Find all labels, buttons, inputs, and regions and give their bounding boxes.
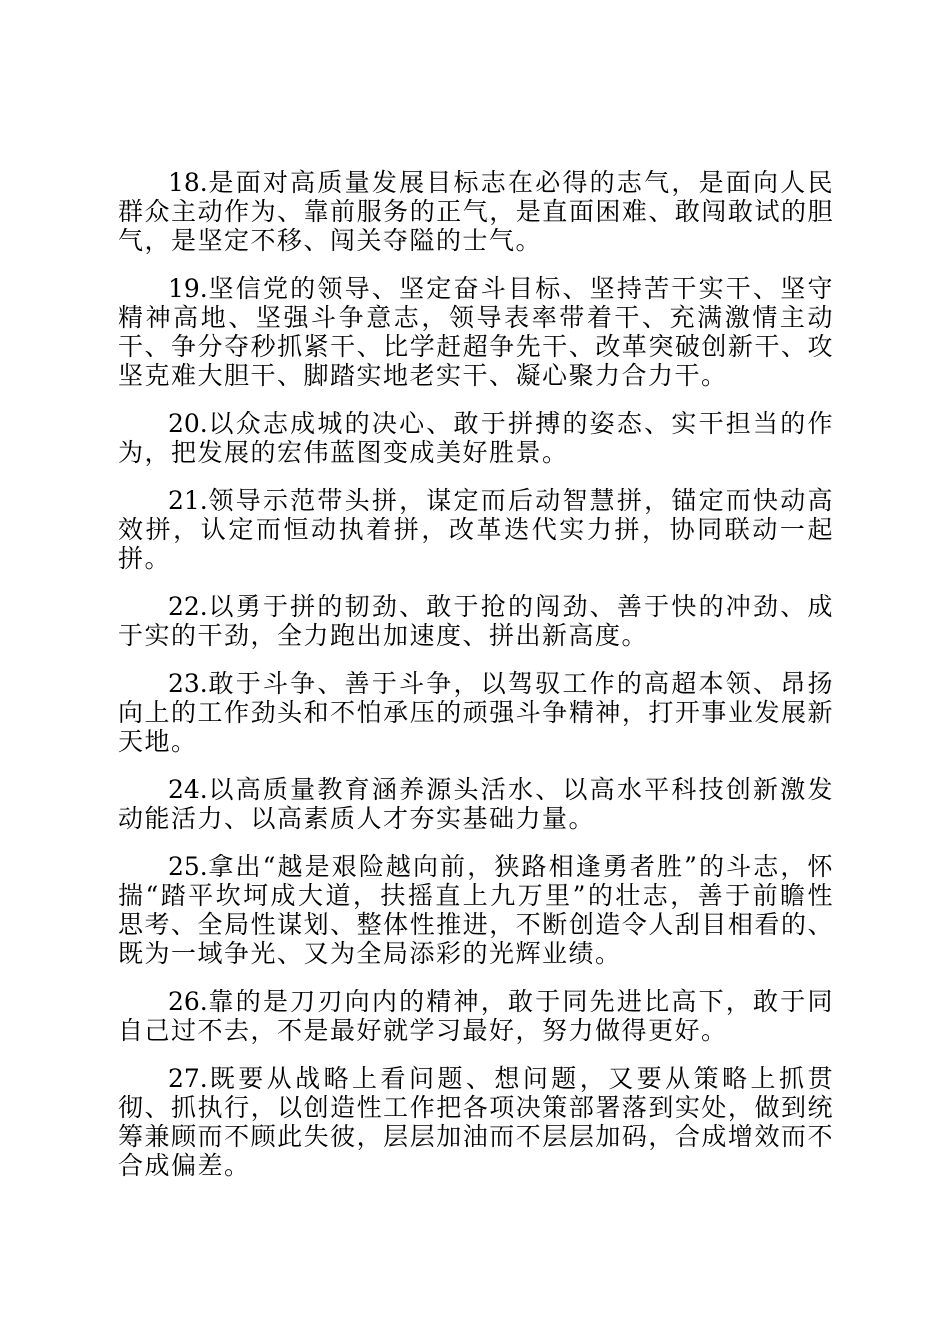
paragraph-25: [118, 852, 834, 968]
document-body: [118, 168, 834, 1199]
paragraph-27: [118, 1064, 834, 1180]
paragraph-text: 坚信党的领导、坚定奋斗目标、坚持苦干实干、坚守精神高地、坚强斗争意志，领导表率带着干、充满激情主动干、争分夺秒抓紧干、比学赶超争先干、改革突破创新干、攻坚克难大胆干、脚踏实地老实干、凝心聚力合力干。: [118, 274, 834, 390]
paragraph-number: 23.: [168, 669, 208, 698]
paragraph-24: [118, 775, 834, 833]
paragraph-19: [118, 274, 834, 390]
paragraph-20: [118, 409, 834, 467]
paragraph-26: [118, 987, 834, 1045]
paragraph-number: 21.: [168, 486, 208, 515]
paragraph-text: 拿出“越是艰险越向前，狭路相逢勇者胜”的斗志，怀揣“踏平坎坷成大道，扶摇直上九万里”的壮志，善于前瞻性思考、全局性谋划、整体性推进，不断创造令人刮目相看的、既为一域争光、又为全局添彩的光辉业绩。: [118, 852, 834, 968]
paragraph-text: 敢于斗争、善于斗争，以驾驭工作的高超本领、昂扬向上的工作劲头和不怕承压的顽强斗争精神，打开事业发展新天地。: [118, 669, 834, 756]
paragraph-number: 25.: [168, 852, 208, 881]
paragraph-number: 22.: [168, 592, 208, 621]
paragraph-number: 19.: [168, 274, 208, 303]
paragraph-number: 18.: [168, 168, 208, 197]
paragraph-text: 以勇于拼的韧劲、敢于抢的闯劲、善于快的冲劲、成于实的干劲，全力跑出加速度、拼出新高度。: [118, 592, 834, 650]
paragraph-21: [118, 486, 834, 573]
paragraph-number: 20.: [168, 409, 208, 438]
paragraph-text: 以众志成城的决心、敢于拼搏的姿态、实干担当的作为，把发展的宏伟蓝图变成美好胜景。: [118, 409, 834, 467]
paragraph-text: 以高质量教育涵养源头活水、以高水平科技创新激发动能活力、以高素质人才夯实基础力量。: [118, 775, 834, 833]
paragraph-18: [118, 168, 834, 255]
paragraph-number: 27.: [168, 1064, 208, 1093]
paragraph-number: 26.: [168, 987, 208, 1016]
paragraph-text: 靠的是刀刃向内的精神，敢于同先进比高下，敢于同自己过不去，不是最好就学习最好，努力做得更好。: [118, 987, 834, 1045]
paragraph-number: 24.: [168, 775, 208, 804]
paragraph-text: 领导示范带头拼，谋定而后动智慧拼，锚定而快动高效拼，认定而恒动执着拼，改革迭代实力拼，协同联动一起拼。: [118, 486, 834, 573]
paragraph-text: 既要从战略上看问题、想问题，又要从策略上抓贯彻、抓执行，以创造性工作把各项决策部署落到实处，做到统筹兼顾而不顾此失彼，层层加油而不层层加码，合成增效而不合成偏差。: [118, 1064, 834, 1180]
paragraph-text: 是面对高质量发展目标志在必得的志气，是面向人民群众主动作为、靠前服务的正气，是直面困难、敢闯敢试的胆气，是坚定不移、闯关夺隘的士气。: [118, 168, 834, 255]
paragraph-22: [118, 592, 834, 650]
paragraph-23: [118, 669, 834, 756]
